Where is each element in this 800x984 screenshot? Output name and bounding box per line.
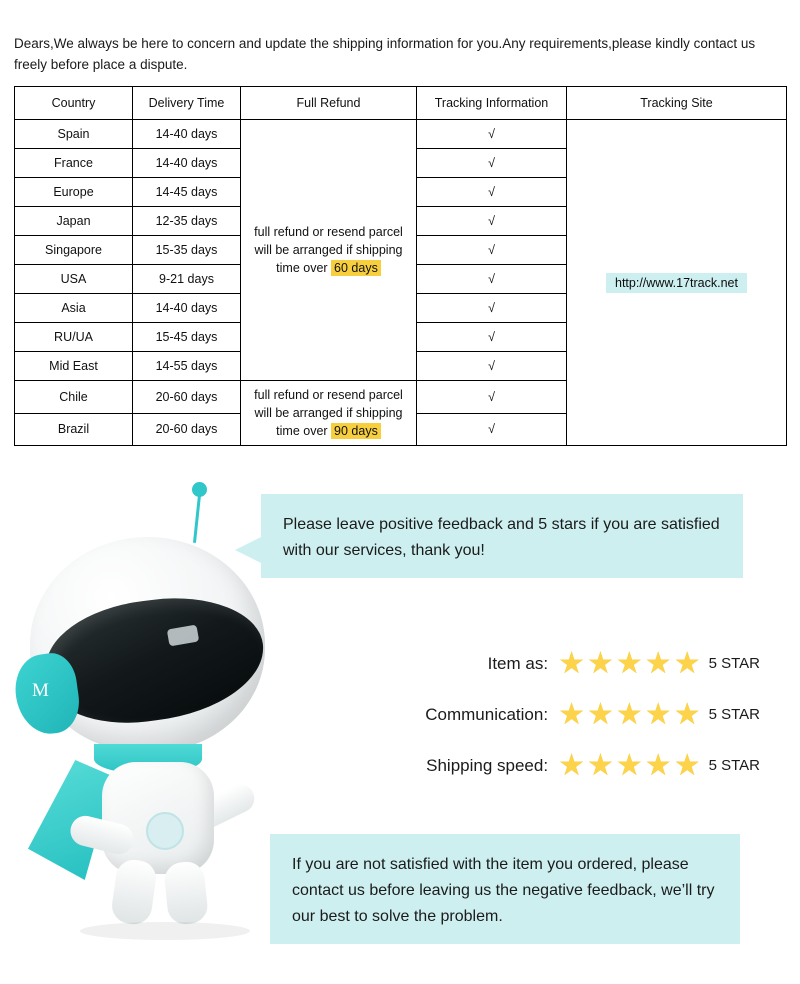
cell-delivery: 14-45 days — [133, 177, 241, 206]
star-icon: ★ — [615, 646, 643, 680]
cell-tracking: √ — [417, 322, 567, 351]
robot-leg-right — [163, 860, 209, 926]
cell-country: RU/UA — [15, 322, 133, 351]
cell-country: Brazil — [15, 413, 133, 446]
negative-feedback-bubble: If you are not satisfied with the item you ordered, please contact us before leaving us the negative feedback, we’ll try our best to solve the problem. — [270, 834, 740, 944]
shipping-table — [14, 86, 787, 446]
cell-country: France — [15, 148, 133, 177]
star-icon: ★ — [644, 697, 672, 731]
cell-tracking: √ — [417, 264, 567, 293]
cell-delivery: 14-55 days — [133, 351, 241, 380]
rating-label: Item as: — [487, 653, 549, 673]
star-icon: ★ — [586, 748, 614, 782]
star-icon: ★ — [644, 646, 672, 680]
robot-ear-logo-icon: M — [32, 680, 49, 701]
refund-highlight-1: 60 days — [331, 260, 381, 276]
star-icon: ★ — [644, 748, 672, 782]
robot-chest-badge — [146, 812, 184, 850]
cell-tracking-site — [567, 119, 787, 445]
star-icon: ★ — [673, 748, 701, 782]
refund-text-2: full refund or resend parcel will be arranged if shipping time over — [254, 387, 403, 439]
cell-country: Mid East — [15, 351, 133, 380]
table-header-row — [15, 86, 787, 119]
antenna-rod-icon — [193, 495, 201, 543]
rating-value: 5 STAR — [708, 655, 760, 672]
star-icon: ★ — [615, 748, 643, 782]
cell-tracking: √ — [417, 380, 567, 413]
column-header-tracking: Tracking Information — [417, 86, 567, 119]
star-icon: ★ — [586, 697, 614, 731]
cell-country: Asia — [15, 293, 133, 322]
column-header-refund: Full Refund — [241, 86, 417, 119]
cell-country: Chile — [15, 380, 133, 413]
shipping-notice-section — [14, 34, 786, 446]
cell-delivery: 15-35 days — [133, 235, 241, 264]
rating-label: Communication: — [425, 704, 549, 724]
cell-delivery: 9-21 days — [133, 264, 241, 293]
cell-refund-group-2 — [241, 380, 417, 445]
refund-text-1: full refund or resend parcel will be arranged if shipping time over — [254, 224, 403, 275]
cell-delivery: 12-35 days — [133, 206, 241, 235]
cell-tracking: √ — [417, 119, 567, 148]
cell-delivery: 20-60 days — [133, 380, 241, 413]
cell-tracking: √ — [417, 293, 567, 322]
rating-row-item-as — [330, 638, 760, 689]
rating-row-communication — [330, 689, 760, 740]
cell-country: Europe — [15, 177, 133, 206]
ratings-list — [330, 638, 760, 791]
rating-stars — [558, 646, 701, 680]
cell-country: Japan — [15, 206, 133, 235]
rating-value: 5 STAR — [708, 757, 760, 774]
cell-tracking: √ — [417, 148, 567, 177]
rating-row-shipping-speed — [330, 740, 760, 791]
column-header-delivery: Delivery Time — [133, 86, 241, 119]
cell-tracking: √ — [417, 206, 567, 235]
cell-tracking: √ — [417, 177, 567, 206]
cell-delivery: 14-40 days — [133, 119, 241, 148]
cell-delivery: 20-60 days — [133, 413, 241, 446]
star-icon: ★ — [586, 646, 614, 680]
star-icon: ★ — [558, 646, 585, 680]
cell-country: Singapore — [15, 235, 133, 264]
cell-tracking: √ — [417, 351, 567, 380]
feedback-section — [0, 452, 800, 984]
positive-feedback-bubble: Please leave positive feedback and 5 stars if you are satisfied with our services, thank you! — [261, 494, 743, 578]
rating-stars — [558, 697, 701, 731]
rating-stars — [558, 748, 701, 782]
rating-label: Shipping speed: — [426, 755, 549, 775]
cell-country: Spain — [15, 119, 133, 148]
cell-tracking: √ — [417, 413, 567, 446]
star-icon: ★ — [558, 748, 585, 782]
robot-shadow — [80, 922, 250, 940]
cell-delivery: 14-40 days — [133, 148, 241, 177]
column-header-site: Tracking Site — [567, 86, 787, 119]
rating-value: 5 STAR — [708, 706, 760, 723]
column-header-country: Country — [15, 86, 133, 119]
cell-country: USA — [15, 264, 133, 293]
refund-highlight-2: 90 days — [331, 423, 381, 439]
tracking-site-link[interactable]: http://www.17track.net — [606, 273, 747, 293]
notice-text: Dears,We always be here to concern and update the shipping information for you.Any requirements,please kindly contact us freely before place a dispute. — [14, 36, 756, 72]
star-icon: ★ — [615, 697, 643, 731]
star-icon: ★ — [673, 646, 701, 680]
cell-refund-group-1 — [241, 119, 417, 380]
table-row — [15, 119, 787, 148]
cell-delivery: 15-45 days — [133, 322, 241, 351]
star-icon: ★ — [673, 697, 701, 731]
star-icon: ★ — [558, 697, 585, 731]
cell-delivery: 14-40 days — [133, 293, 241, 322]
cell-tracking: √ — [417, 235, 567, 264]
